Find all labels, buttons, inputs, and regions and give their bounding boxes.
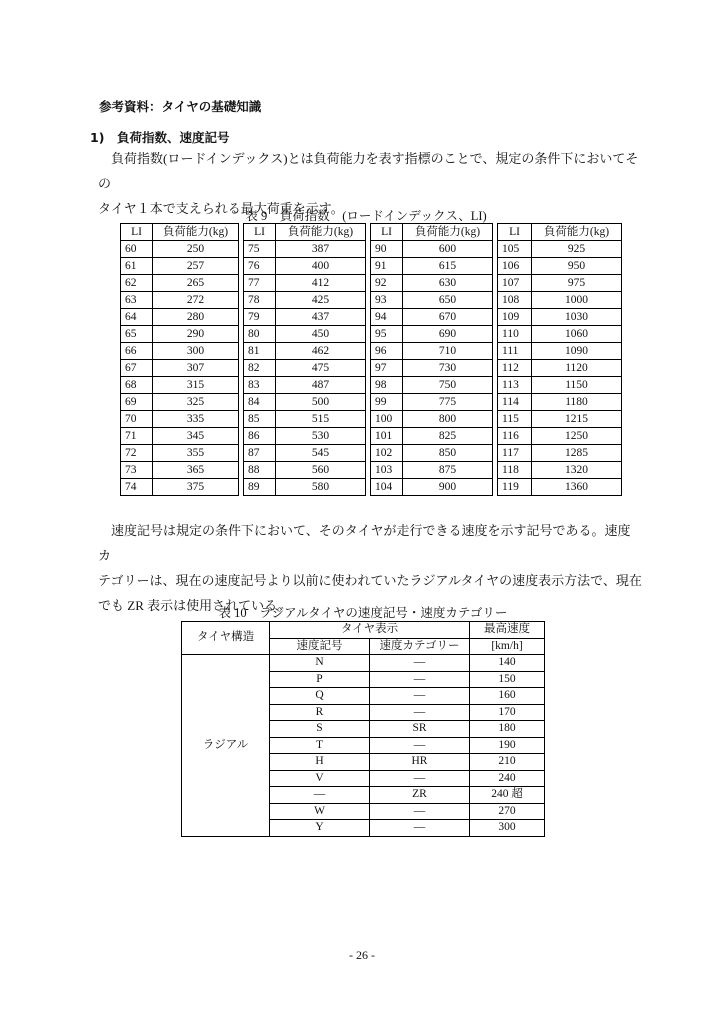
load-index-cell: 110 — [498, 326, 532, 343]
table-row — [121, 241, 239, 258]
load-capacity-cell: 560 — [276, 462, 366, 479]
load-index-cell: 87 — [244, 445, 276, 462]
table-row — [121, 394, 239, 411]
max-speed-cell: 160 — [470, 688, 545, 705]
load-index-cell: 79 — [244, 309, 276, 326]
speed-symbol-cell: P — [270, 671, 370, 688]
table-row — [121, 360, 239, 377]
load-index-cell: 105 — [498, 241, 532, 258]
table-row — [498, 292, 622, 309]
reference-heading: 参考資料：タイヤの基礎知識 — [99, 99, 262, 114]
load-index-cell: 99 — [371, 394, 403, 411]
load-index-cell: 78 — [244, 292, 276, 309]
load-capacity-cell: 875 — [403, 462, 493, 479]
load-index-cell: 107 — [498, 275, 532, 292]
table-row — [498, 462, 622, 479]
load-capacity-cell: 1285 — [532, 445, 622, 462]
max-speed-cell: 150 — [470, 671, 545, 688]
load-capacity-cell: 365 — [153, 462, 239, 479]
speed-category-cell: — — [370, 770, 470, 787]
speed-category-cell: — — [370, 803, 470, 820]
header-li: LI — [371, 224, 403, 241]
table-row — [121, 292, 239, 309]
header-max-speed: 最高速度 — [470, 622, 545, 639]
load-capacity-cell: 475 — [276, 360, 366, 377]
table-row — [121, 411, 239, 428]
tire-structure-cell: ラジアル — [182, 655, 270, 837]
speed-category-cell: HR — [370, 754, 470, 771]
load-index-cell: 84 — [244, 394, 276, 411]
table-row — [498, 241, 622, 258]
load-index-cell: 77 — [244, 275, 276, 292]
load-index-cell: 90 — [371, 241, 403, 258]
table-row — [498, 275, 622, 292]
table-row — [244, 479, 366, 496]
speed-symbol-cell: Y — [270, 820, 370, 837]
load-capacity-cell: 515 — [276, 411, 366, 428]
table-row — [121, 258, 239, 275]
table-row — [371, 428, 493, 445]
max-speed-cell: 170 — [470, 704, 545, 721]
load-index-block — [497, 223, 622, 496]
load-capacity-cell: 850 — [403, 445, 493, 462]
table-row — [244, 411, 366, 428]
paragraph-line: でも ZR 表示は使用されている。 — [98, 598, 291, 613]
header-load-capacity: 負荷能力(kg) — [532, 224, 622, 241]
load-index-block — [120, 223, 239, 496]
header-li: LI — [498, 224, 532, 241]
max-speed-cell: 140 — [470, 655, 545, 672]
speed-category-cell: — — [370, 704, 470, 721]
load-capacity-cell: 775 — [403, 394, 493, 411]
table-row — [498, 411, 622, 428]
table-row — [498, 258, 622, 275]
table-row — [371, 326, 493, 343]
load-index-cell: 66 — [121, 343, 153, 360]
load-index-cell: 98 — [371, 377, 403, 394]
load-capacity-cell: 1250 — [532, 428, 622, 445]
load-index-cell: 108 — [498, 292, 532, 309]
load-index-cell: 111 — [498, 343, 532, 360]
speed-category-cell: SR — [370, 721, 470, 738]
paragraph-line: 負荷指数(ロードインデックス)とは負荷能力を表す指標のことで、規定の条件下においてその — [98, 151, 639, 191]
load-capacity-cell: 690 — [403, 326, 493, 343]
load-index-cell: 71 — [121, 428, 153, 445]
table-row — [371, 258, 493, 275]
load-capacity-cell: 530 — [276, 428, 366, 445]
load-capacity-cell: 1030 — [532, 309, 622, 326]
load-capacity-cell: 545 — [276, 445, 366, 462]
load-index-cell: 80 — [244, 326, 276, 343]
table-row — [244, 275, 366, 292]
load-index-cell: 67 — [121, 360, 153, 377]
table-row — [371, 360, 493, 377]
load-capacity-cell: 925 — [532, 241, 622, 258]
speed-symbol-cell: S — [270, 721, 370, 738]
table10-caption: 表 10 ラジアルタイヤの速度記号・速度カテゴリー — [218, 606, 508, 620]
table-row — [244, 360, 366, 377]
paragraph-line: タイヤ１本で支えられる最大荷重を示す。 — [98, 201, 344, 216]
load-index-cell: 85 — [244, 411, 276, 428]
load-index-cell: 113 — [498, 377, 532, 394]
load-capacity-cell: 650 — [403, 292, 493, 309]
table-row — [498, 326, 622, 343]
load-capacity-cell: 1060 — [532, 326, 622, 343]
load-index-cell: 118 — [498, 462, 532, 479]
speed-symbol-cell: T — [270, 737, 370, 754]
load-capacity-cell: 387 — [276, 241, 366, 258]
load-capacity-cell: 265 — [153, 275, 239, 292]
load-index-cell: 103 — [371, 462, 403, 479]
table-row — [121, 479, 239, 496]
header-speed-category: 速度カテゴリー — [370, 638, 470, 655]
load-capacity-cell: 1120 — [532, 360, 622, 377]
load-index-cell: 119 — [498, 479, 532, 496]
load-capacity-cell: 1215 — [532, 411, 622, 428]
load-index-cell: 72 — [121, 445, 153, 462]
load-capacity-cell: 1090 — [532, 343, 622, 360]
table-row — [498, 343, 622, 360]
load-index-cell: 65 — [121, 326, 153, 343]
table-row — [244, 258, 366, 275]
load-index-cell: 112 — [498, 360, 532, 377]
header-speed-symbol: 速度記号 — [270, 638, 370, 655]
speed-category-cell: — — [370, 655, 470, 672]
load-capacity-cell: 425 — [276, 292, 366, 309]
load-index-cell: 109 — [498, 309, 532, 326]
load-capacity-cell: 450 — [276, 326, 366, 343]
speed-symbol-cell: R — [270, 704, 370, 721]
max-speed-cell: 180 — [470, 721, 545, 738]
page-number: - 26 - — [349, 948, 375, 962]
speed-symbol-cell: N — [270, 655, 370, 672]
load-index-cell: 76 — [244, 258, 276, 275]
table-row — [244, 343, 366, 360]
table-row — [121, 309, 239, 326]
table-row — [371, 411, 493, 428]
load-capacity-cell: 280 — [153, 309, 239, 326]
load-capacity-cell: 615 — [403, 258, 493, 275]
load-index-cell: 116 — [498, 428, 532, 445]
load-index-cell: 92 — [371, 275, 403, 292]
load-capacity-cell: 335 — [153, 411, 239, 428]
speed-category-cell: — — [370, 688, 470, 705]
table-row — [371, 292, 493, 309]
header-li: LI — [121, 224, 153, 241]
table-row — [121, 377, 239, 394]
load-index-cell: 93 — [371, 292, 403, 309]
table-row — [121, 428, 239, 445]
table-row — [498, 479, 622, 496]
load-index-cell: 106 — [498, 258, 532, 275]
table-row — [371, 479, 493, 496]
load-index-cell: 74 — [121, 479, 153, 496]
table-row — [498, 394, 622, 411]
table-row — [244, 445, 366, 462]
load-capacity-cell: 290 — [153, 326, 239, 343]
load-index-cell: 70 — [121, 411, 153, 428]
load-index-cell: 82 — [244, 360, 276, 377]
speed-category-cell: — — [370, 737, 470, 754]
table-row — [121, 275, 239, 292]
paragraph-line: 速度記号は規定の条件下において、そのタイヤが走行できる速度を示す記号である。速度カ — [98, 523, 631, 563]
load-index-cell: 83 — [244, 377, 276, 394]
header-load-capacity: 負荷能力(kg) — [276, 224, 366, 241]
load-capacity-cell: 355 — [153, 445, 239, 462]
load-capacity-cell: 630 — [403, 275, 493, 292]
load-index-block — [243, 223, 366, 496]
load-capacity-cell: 670 — [403, 309, 493, 326]
paragraph-line: テゴリーは、現在の速度記号より以前に使われていたラジアルタイヤの速度表示方法で、現在 — [98, 573, 642, 588]
load-index-cell: 64 — [121, 309, 153, 326]
table-row — [371, 462, 493, 479]
load-index-cell: 81 — [244, 343, 276, 360]
table-row — [498, 377, 622, 394]
load-capacity-cell: 730 — [403, 360, 493, 377]
table-row — [371, 445, 493, 462]
load-index-cell: 94 — [371, 309, 403, 326]
speed-category-cell: — — [370, 671, 470, 688]
table-row — [244, 241, 366, 258]
table-row — [498, 360, 622, 377]
load-capacity-cell: 315 — [153, 377, 239, 394]
speed-category-cell: — — [370, 820, 470, 837]
load-capacity-cell: 272 — [153, 292, 239, 309]
load-index-cell: 62 — [121, 275, 153, 292]
load-index-cell: 95 — [371, 326, 403, 343]
speed-symbol-cell: V — [270, 770, 370, 787]
table-row — [182, 655, 545, 672]
speed-symbol-cell: W — [270, 803, 370, 820]
table-row — [244, 309, 366, 326]
table-row — [244, 377, 366, 394]
load-capacity-cell: 1000 — [532, 292, 622, 309]
header-tire-structure: タイヤ構造 — [182, 622, 270, 655]
load-capacity-cell: 710 — [403, 343, 493, 360]
table-row — [244, 428, 366, 445]
table-row — [244, 326, 366, 343]
load-index-cell: 69 — [121, 394, 153, 411]
header-max-speed-unit: [km/h] — [470, 638, 545, 655]
table-row — [498, 445, 622, 462]
load-index-cell: 86 — [244, 428, 276, 445]
load-index-cell: 102 — [371, 445, 403, 462]
load-index-cell: 89 — [244, 479, 276, 496]
load-capacity-cell: 500 — [276, 394, 366, 411]
table-row — [121, 445, 239, 462]
speed-symbol-table — [181, 621, 545, 837]
table-row — [371, 241, 493, 258]
load-capacity-cell: 400 — [276, 258, 366, 275]
table-row — [244, 462, 366, 479]
load-capacity-cell: 307 — [153, 360, 239, 377]
speed-category-cell: ZR — [370, 787, 470, 804]
load-index-cell: 73 — [121, 462, 153, 479]
max-speed-cell: 210 — [470, 754, 545, 771]
max-speed-cell: 190 — [470, 737, 545, 754]
table-row — [498, 309, 622, 326]
load-capacity-cell: 257 — [153, 258, 239, 275]
load-capacity-cell: 1320 — [532, 462, 622, 479]
table-row — [244, 292, 366, 309]
load-capacity-cell: 1360 — [532, 479, 622, 496]
load-capacity-cell: 950 — [532, 258, 622, 275]
header-load-capacity: 負荷能力(kg) — [403, 224, 493, 241]
load-index-cell: 100 — [371, 411, 403, 428]
load-capacity-cell: 412 — [276, 275, 366, 292]
load-capacity-cell: 250 — [153, 241, 239, 258]
load-capacity-cell: 487 — [276, 377, 366, 394]
load-index-cell: 104 — [371, 479, 403, 496]
load-index-cell: 61 — [121, 258, 153, 275]
speed-symbol-cell: H — [270, 754, 370, 771]
load-capacity-cell: 750 — [403, 377, 493, 394]
load-index-cell: 97 — [371, 360, 403, 377]
load-capacity-cell: 345 — [153, 428, 239, 445]
table-row — [371, 394, 493, 411]
load-index-block — [370, 223, 493, 496]
load-index-cell: 91 — [371, 258, 403, 275]
header-load-capacity: 負荷能力(kg) — [153, 224, 239, 241]
table-row — [371, 309, 493, 326]
table-row — [121, 343, 239, 360]
load-index-cell: 63 — [121, 292, 153, 309]
load-index-cell: 115 — [498, 411, 532, 428]
max-speed-cell: 240 — [470, 770, 545, 787]
max-speed-cell: 300 — [470, 820, 545, 837]
speed-symbol-cell: Q — [270, 688, 370, 705]
load-capacity-cell: 437 — [276, 309, 366, 326]
max-speed-cell: 240 超 — [470, 787, 545, 804]
table-row — [371, 275, 493, 292]
load-capacity-cell: 800 — [403, 411, 493, 428]
load-capacity-cell: 300 — [153, 343, 239, 360]
load-capacity-cell: 975 — [532, 275, 622, 292]
load-index-table — [120, 223, 622, 496]
table-row — [498, 428, 622, 445]
load-capacity-cell: 1150 — [532, 377, 622, 394]
max-speed-cell: 270 — [470, 803, 545, 820]
load-capacity-cell: 325 — [153, 394, 239, 411]
table-row — [121, 462, 239, 479]
load-index-cell: 96 — [371, 343, 403, 360]
load-index-cell: 114 — [498, 394, 532, 411]
table9-caption: 表 9 負荷指数 (ロードインデックス、LI) — [245, 209, 487, 223]
load-capacity-cell: 580 — [276, 479, 366, 496]
header-li: LI — [244, 224, 276, 241]
load-capacity-cell: 900 — [403, 479, 493, 496]
load-capacity-cell: 375 — [153, 479, 239, 496]
load-index-cell: 117 — [498, 445, 532, 462]
table-row — [371, 343, 493, 360]
section-title: 負荷指数、速度記号 — [117, 130, 230, 145]
table-row — [371, 377, 493, 394]
load-capacity-cell: 462 — [276, 343, 366, 360]
load-index-cell: 75 — [244, 241, 276, 258]
section-heading — [90, 128, 230, 146]
section-number: 1) — [90, 130, 105, 145]
load-capacity-cell: 600 — [403, 241, 493, 258]
load-index-cell: 60 — [121, 241, 153, 258]
table-row — [121, 326, 239, 343]
load-index-cell: 68 — [121, 377, 153, 394]
load-index-cell: 88 — [244, 462, 276, 479]
load-index-cell: 101 — [371, 428, 403, 445]
header-tire-display: タイヤ表示 — [270, 622, 470, 639]
speed-symbol-cell: — — [270, 787, 370, 804]
load-capacity-cell: 825 — [403, 428, 493, 445]
table-row — [244, 394, 366, 411]
load-capacity-cell: 1180 — [532, 394, 622, 411]
